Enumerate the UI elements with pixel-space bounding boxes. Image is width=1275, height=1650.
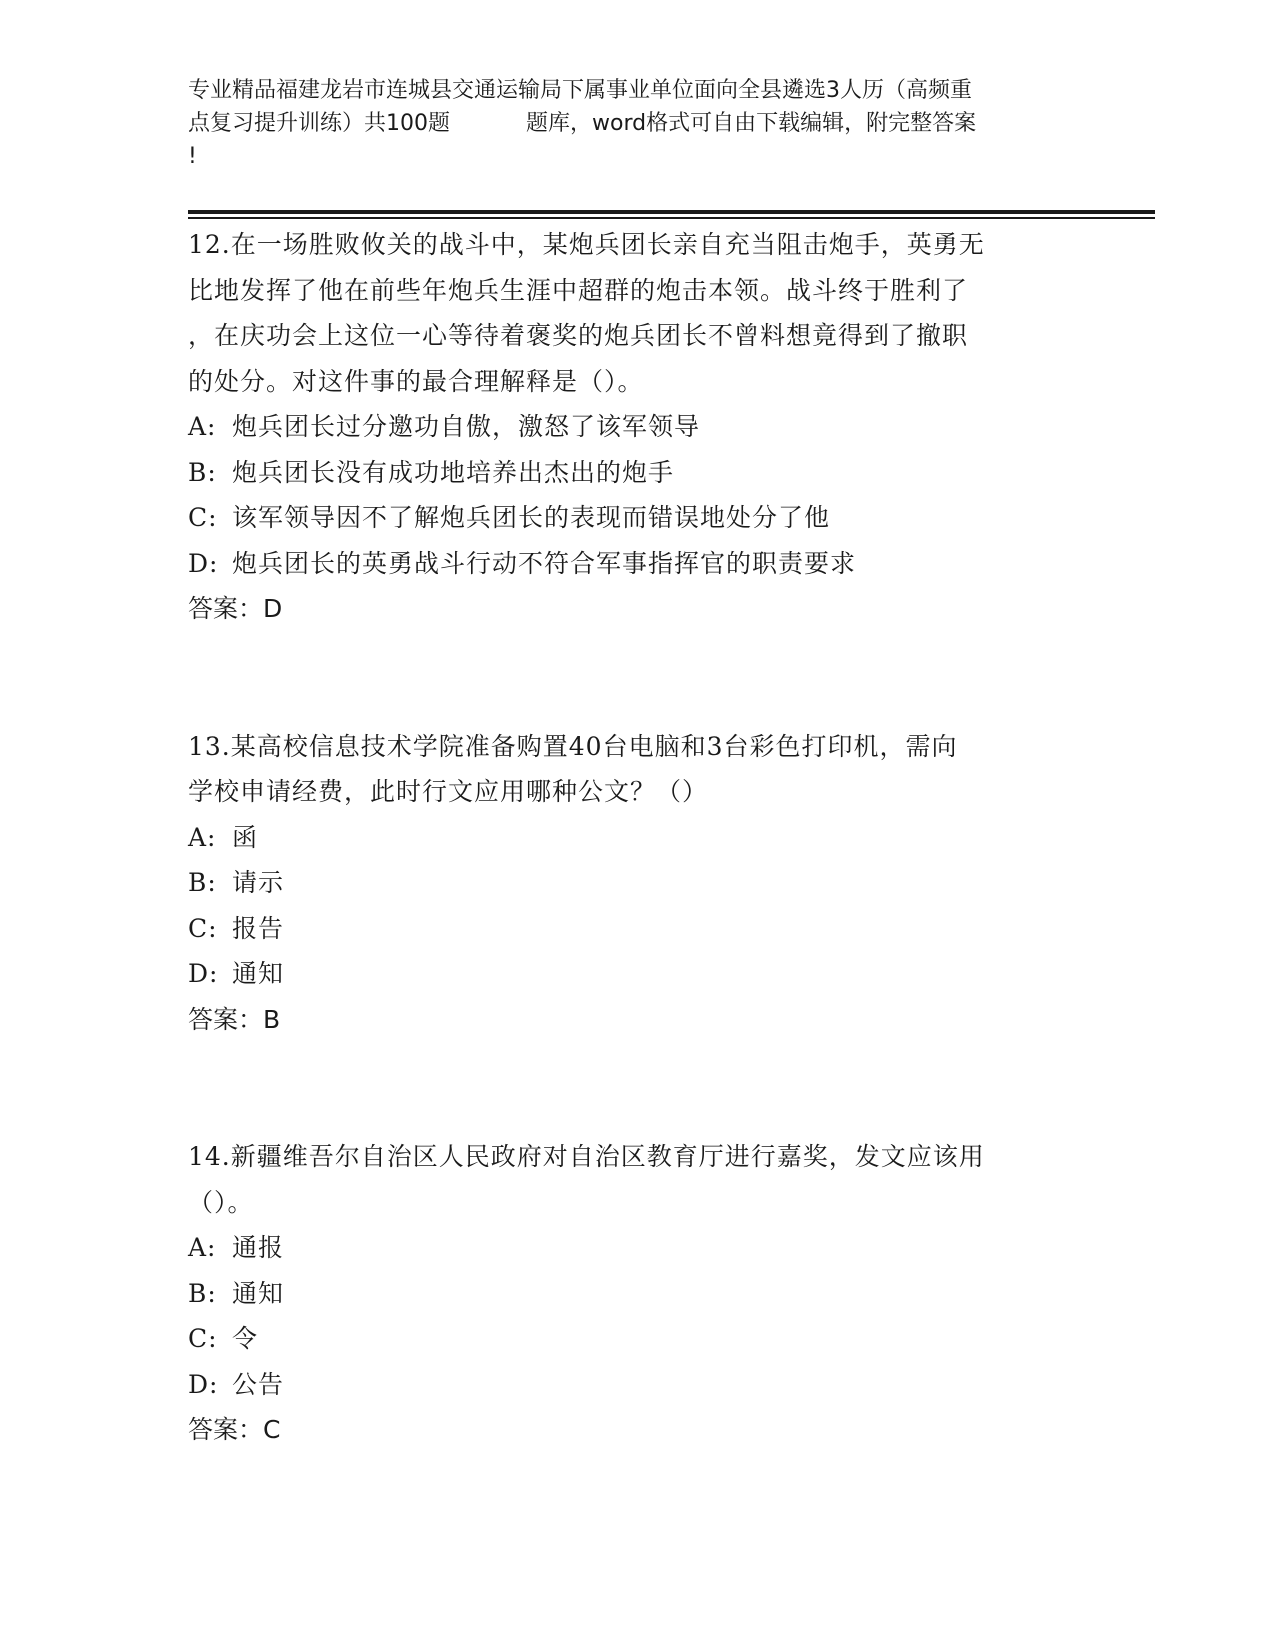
option-text: 函 [232, 822, 259, 852]
question-text-line: 学校申请经费，此时行文应用哪种公文？（） [188, 777, 709, 806]
option-text: 报告 [232, 913, 285, 943]
header-rule-thin [188, 217, 1155, 219]
option-a [188, 404, 1088, 450]
option-letter: C: [188, 913, 218, 943]
question-text-line: 12.在一场胜败攸关的战斗中，某炮兵团长亲自充当阻击炮手，英勇无 [188, 230, 985, 259]
answer-line: 答案：C [188, 1415, 281, 1444]
question-text-line: 比地发挥了他在前些年炮兵生涯中超群的炮击本领。战斗终于胜利了 [188, 275, 969, 305]
question-text-line: 的处分。对这件事的最合理解释是（）。 [188, 366, 644, 396]
option-a [188, 1225, 1088, 1271]
option-c [188, 495, 1088, 541]
option-text: 通知 [232, 1278, 285, 1308]
question-13 [188, 724, 1088, 1043]
question-spacer [188, 632, 1088, 724]
option-letter: D: [188, 959, 219, 988]
option-c [188, 1316, 1088, 1362]
answer-line: 答案：B [188, 1004, 281, 1034]
option-text: 炮兵团长的英勇战斗行动不符合军事指挥官的职责要求 [232, 548, 857, 578]
option-b [188, 860, 1088, 906]
header-line-2-part-a: 点复习提升训练）共100题 [188, 111, 450, 136]
document-header [188, 74, 1088, 173]
option-a [188, 815, 1088, 861]
option-text: 请示 [232, 868, 285, 897]
option-letter: A: [188, 1233, 217, 1262]
option-d [188, 1362, 1088, 1408]
option-text: 通知 [232, 959, 285, 988]
option-letter: D: [188, 548, 219, 578]
question-text-line: 13.某高校信息技术学院准备购置40台电脑和3台彩色打印机，需向 [188, 731, 958, 761]
option-d [188, 541, 1088, 587]
option-text: 公告 [232, 1369, 285, 1399]
question-text-line: ，在庆功会上这位一心等待着褒奖的炮兵团长不曾料想竟得到了撤职 [188, 321, 969, 350]
option-letter: C: [188, 1324, 218, 1353]
option-letter: A: [188, 822, 217, 852]
question-12 [188, 222, 1088, 632]
option-d [188, 951, 1088, 997]
header-line-3: ! [188, 144, 197, 169]
option-letter: A: [188, 412, 217, 441]
question-spacer [188, 1042, 1088, 1134]
option-letter: C: [188, 503, 218, 532]
header-line-2 [188, 107, 1088, 140]
option-letter: B: [188, 457, 217, 487]
option-text: 炮兵团长没有成功地培养出杰出的炮手 [232, 457, 675, 487]
option-text: 该军领导因不了解炮兵团长的表现而错误地处分了他 [232, 503, 831, 532]
option-text: 令 [232, 1324, 259, 1353]
answer-line: 答案：D [188, 594, 283, 623]
option-text: 通报 [232, 1233, 285, 1262]
question-text-line: 14.新疆维吾尔自治区人民政府对自治区教育厅进行嘉奖，发文应该用 [188, 1142, 985, 1171]
question-text-line: （）。 [188, 1187, 254, 1217]
option-c [188, 906, 1088, 952]
header-rule-thick [188, 210, 1155, 214]
option-letter: D: [188, 1369, 219, 1399]
question-list [188, 222, 1088, 1453]
question-14 [188, 1134, 1088, 1453]
option-text: 炮兵团长过分邀功自傲，激怒了该军领导 [232, 412, 701, 441]
option-b [188, 1271, 1088, 1317]
option-letter: B: [188, 1278, 217, 1308]
header-line-1: 专业精品福建龙岩市连城县交通运输局下属事业单位面向全县遴选3人历（高频重 [188, 78, 972, 103]
option-letter: B: [188, 868, 217, 897]
option-b [188, 450, 1088, 496]
header-line-2-part-b: 题库，word格式可自由下载编辑，附完整答案 [526, 111, 977, 136]
